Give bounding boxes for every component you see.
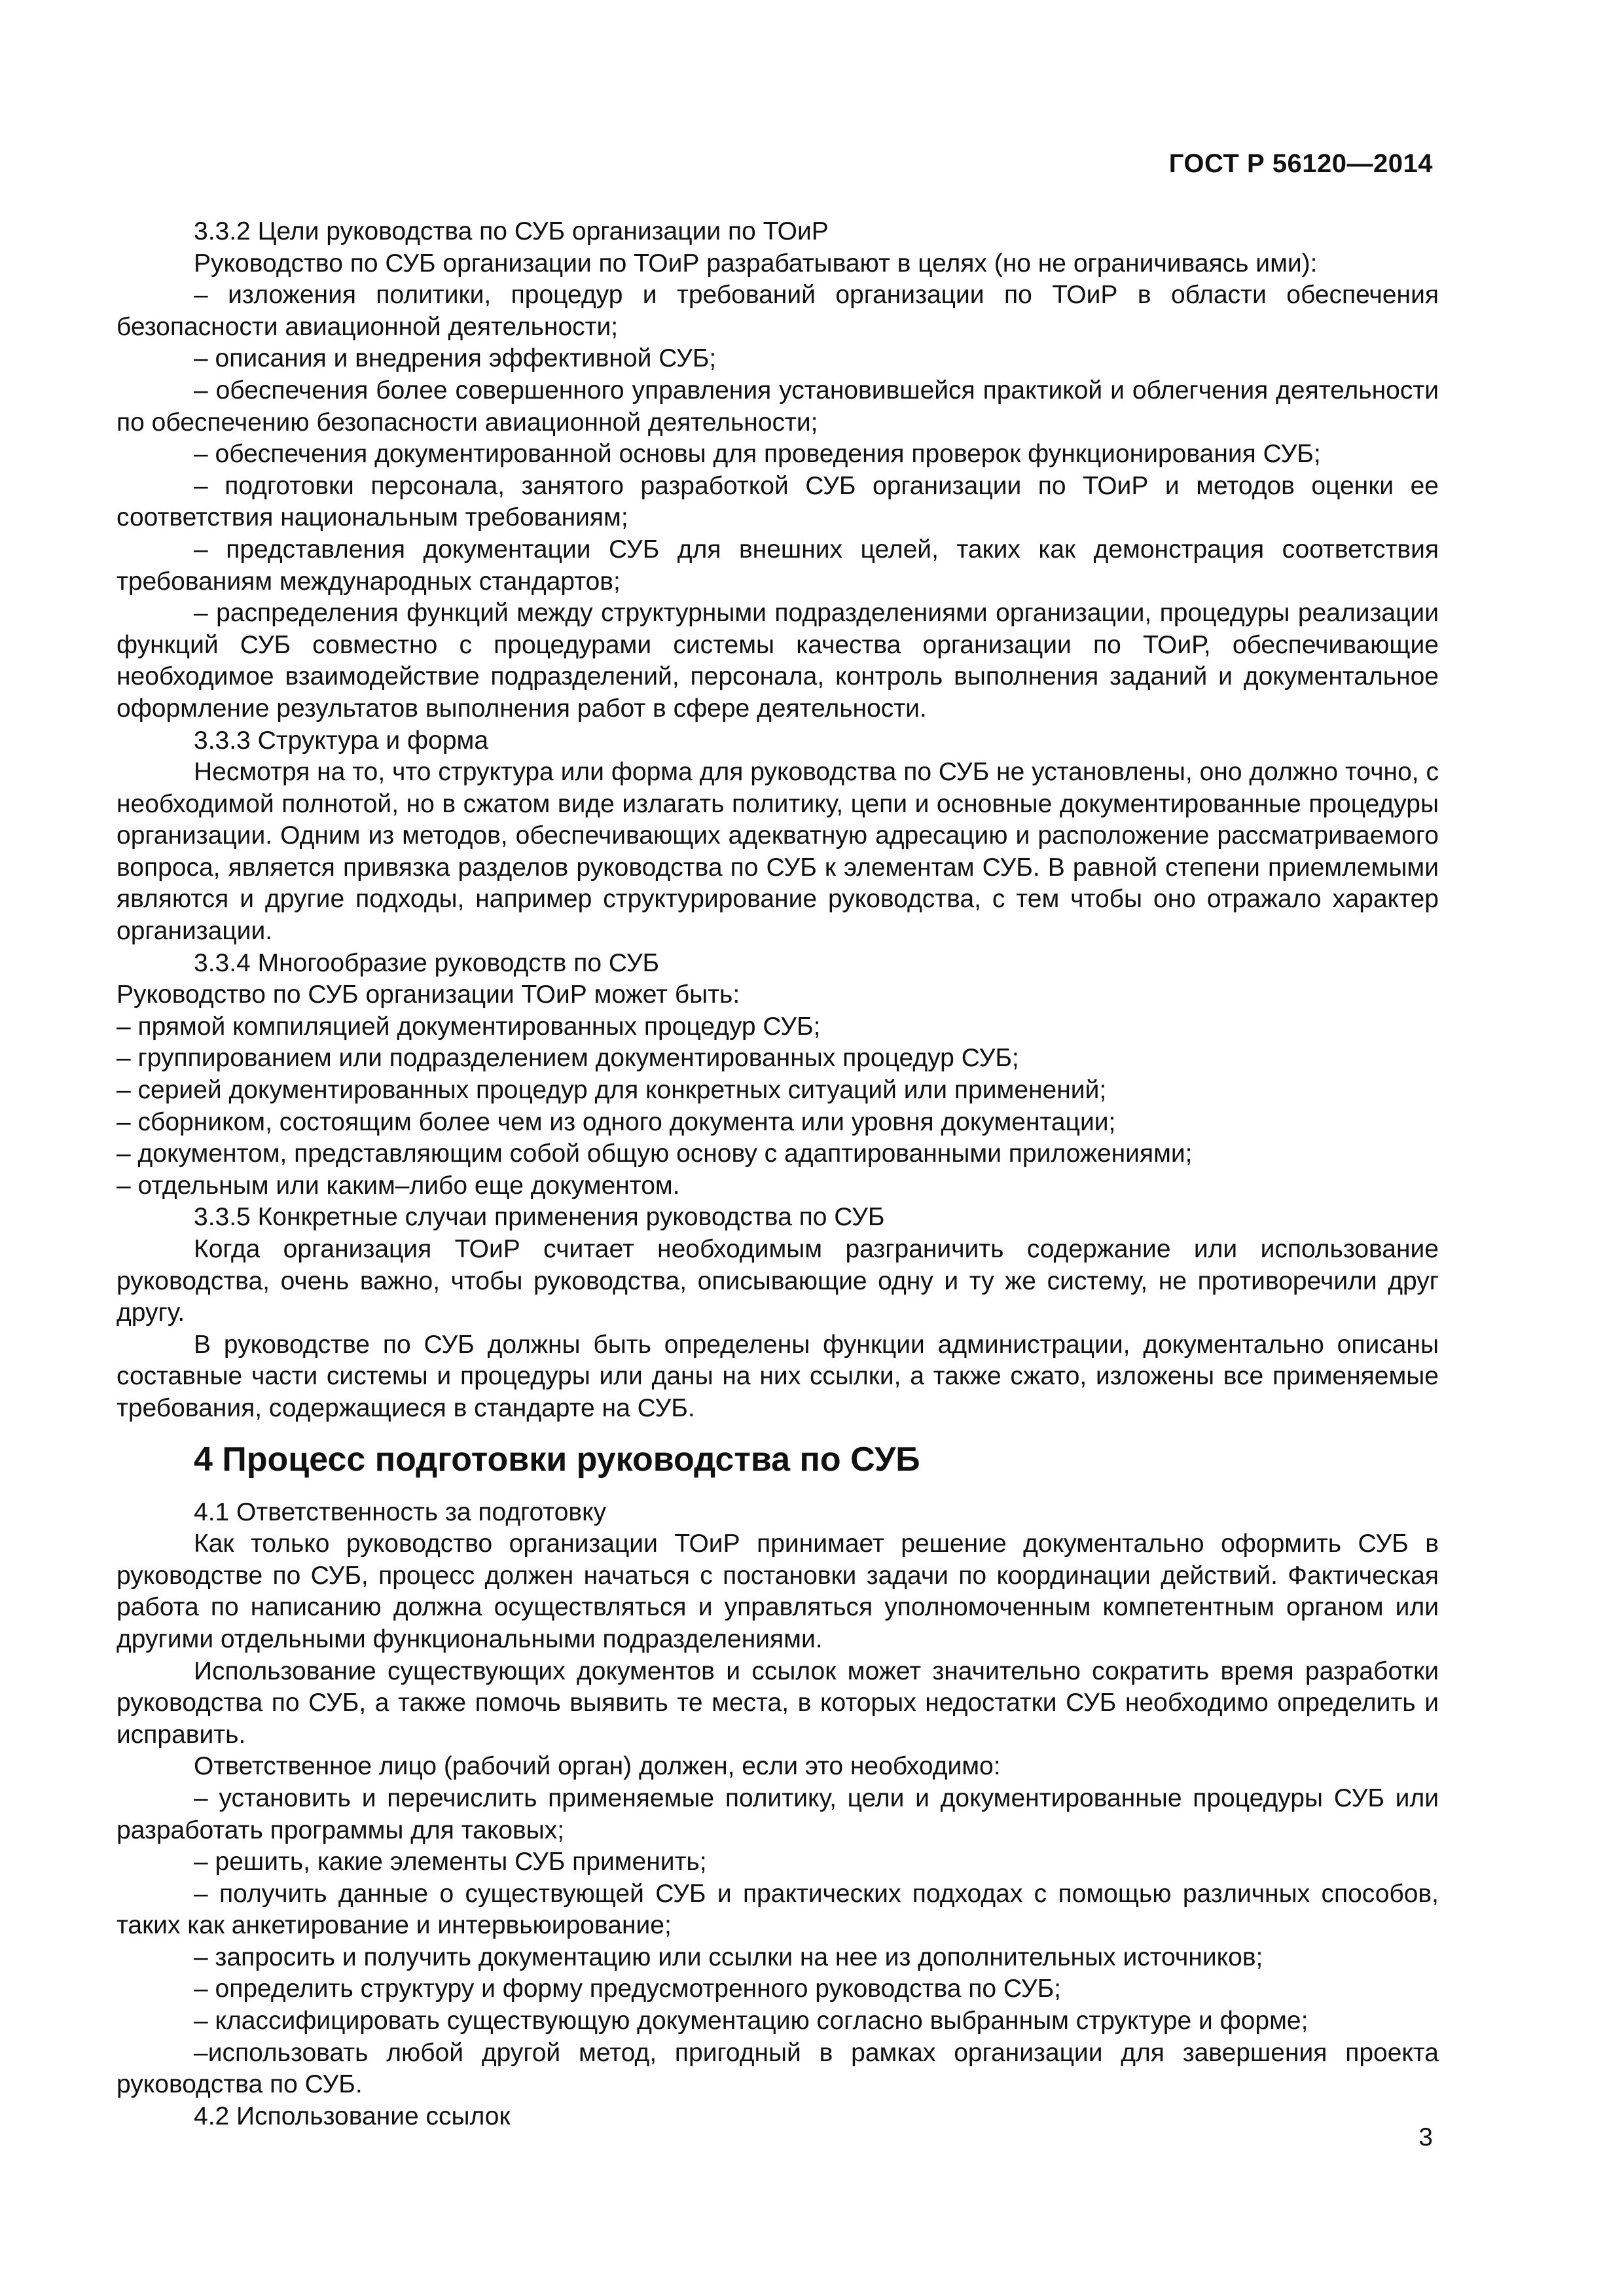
section-heading-3-3-4: 3.3.4 Многообразие руководств по СУБ [194,948,660,977]
list-item: – представления документации СУБ для внешних целей, таких как демонстрация соответствия требованиям международных стандартов; [117,535,1439,596]
paragraph: Когда организация ТОиР считает необходимым разграничить содержание или использование руководства, очень важно, чтобы руководства, описывающие одну и ту же систему, не противоречили друг другу. [117,1235,1439,1327]
list-item: – серией документированных процедур для конкретных ситуаций или применений; [117,1076,1107,1105]
list-item: –использовать любой другой метод, пригодный в рамках организации для завершения проекта руководства по СУБ. [117,2038,1439,2099]
section-title-4: 4 Процесс подготовки руководства по СУБ [194,1440,920,1479]
paragraph: Ответственное лицо (рабочий орган) должен, если это необходимо: [194,1752,1001,1781]
paragraph: Несмотря на то, что структура или форма для руководства по СУБ не установлены, оно должно точно, с необходимой полнотой, но в сжатом виде излагать политику, цепи и основные документированные процедуры организации. Одним из методов, обеспечивающих адекватную адресацию и расположение рассматриваемого вопроса, является привязка разделов руководства по СУБ к элементам СУБ. В равной степени приемлемыми являются и другие подходы, например структурирование руководства, с тем чтобы оно отражало характер организации. [117,758,1439,946]
page-number: 3 [1418,2123,1433,2151]
page-body [117,216,1439,2132]
section-heading-3-3-2: 3.3.2 Цели руководства по СУБ организации по ТОиР [194,217,829,245]
list-item: – прямой компиляцией документированных процедур СУБ; [117,1012,821,1041]
list-item: – изложения политики, процедур и требований организации по ТОиР в области обеспечения безопасности авиационной деятельности; [117,281,1439,341]
list-item: – распределения функций между структурными подразделениями организации, процедуры реализации функций СУБ совместно с процедурами системы качества организации по ТОиР, обеспечивающие необходимое взаимодействие подразделений, персонала, контроль выполнения заданий и документальное оформление результатов выполнения работ в сфере деятельности. [117,599,1439,723]
list-item: – запросить и получить документацию или ссылки на нее из дополнительных источников; [194,1943,1263,1971]
list-item: – отдельным или каким–либо еще документом. [117,1171,680,1200]
section-heading-4-2: 4.2 Использование ссылок [194,2102,511,2130]
list-item: – описания и внедрения эффективной СУБ; [194,344,717,373]
list-item: – установить и перечислить применяемые политику, цели и документированные процедуры СУБ или разработать программы для таковых; [117,1784,1439,1844]
list-item: – группированием или подразделением документированных процедур СУБ; [117,1044,1019,1073]
list-item: – получить данные о существующей СУБ и практических подходах с помощью различных способов, таких как анкетирование и интервьюирование; [117,1879,1439,1940]
list-item: – обеспечения документированной основы для проведения проверок функционирования СУБ; [194,440,1321,469]
section-heading-4-1: 4.1 Ответственность за подготовку [194,1498,607,1526]
document-header: ГОСТ Р 56120—2014 [1168,149,1433,178]
list-item: – решить, какие элементы СУБ применить; [194,1848,707,1876]
list-item: – классифицировать существующую документацию согласно выбранным структуре и форме; [194,2007,1308,2036]
list-item: – сборником, состоящим более чем из одного документа или уровня документации; [117,1107,1116,1136]
list-item: – определить структуру и форму предусмотренного руководства по СУБ; [194,1975,1062,2003]
list-item: – документом, представляющим собой общую основу с адаптированными приложениями; [117,1139,1193,1168]
paragraph: Руководство по СУБ организации по ТОиР разрабатывают в целях (но не ограничиваясь ими): [194,249,1318,278]
paragraph: В руководстве по СУБ должны быть определены функции администрации, документально описаны составные части системы и процедуры или даны на них ссылки, а также сжато, изложены все применяемые требования, содержащиеся в стандарте на СУБ. [117,1330,1439,1422]
paragraph: Руководство по СУБ организации ТОиР может быть: [117,980,740,1009]
paragraph: Как только руководство организации ТОиР принимает решение документально оформить СУБ в руководстве по СУБ, процесс должен начаться с постановки задачи по координации действий. Фактическая работа по написанию должна осуществляться и управляться уполномоченным компетентным органом или другими отдельными функциональными подразделениями. [117,1530,1439,1653]
list-item: – подготовки персонала, занятого разработкой СУБ организации по ТОиР и методов оценки ее соответствия национальным требованиям; [117,471,1439,532]
section-heading-3-3-3: 3.3.3 Структура и форма [194,726,489,755]
paragraph: Использование существующих документов и ссылок может значительно сократить время разработки руководства по СУБ, а также помочь выявить те места, в которых недостатки СУБ необходимо определить и исправить. [117,1657,1439,1749]
list-item: – обеспечения более совершенного управления установившейся практикой и облегчения деятельности по обеспечению безопасности авиационной деятельности; [117,376,1439,437]
section-heading-3-3-5: 3.3.5 Конкретные случаи применения руководства по СУБ [194,1203,885,1232]
